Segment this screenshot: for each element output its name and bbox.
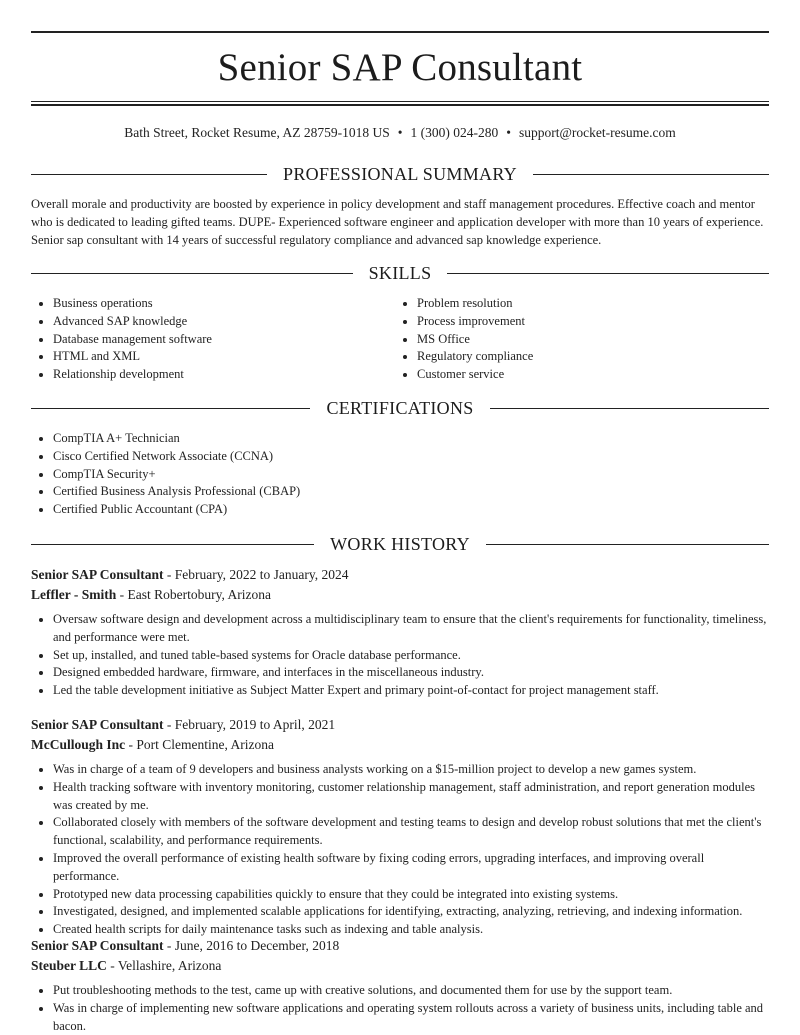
job-company-line: [31, 956, 769, 975]
job-company: McCullough Inc: [31, 737, 126, 752]
heading-rule-left: [31, 174, 267, 175]
job-dates: - February, 2019 to April, 2021: [163, 717, 336, 732]
contact-email[interactable]: support@rocket-resume.com: [518, 125, 676, 140]
job-bullet: Put troubleshooting methods to the test, came up with creative solutions, and documented them for use by the support team.: [31, 982, 769, 1000]
job-role: Senior SAP Consultant: [31, 717, 164, 732]
certifications-title: CERTIFICATIONS: [326, 398, 474, 418]
skill-item: Process improvement: [395, 313, 755, 331]
certification-item: CompTIA Security+: [31, 466, 769, 484]
job-bullet: Created health scripts for daily maintenance tasks such as indexing and table analysis.: [31, 921, 769, 939]
summary-heading: [31, 162, 769, 186]
job-bullet: Was in charge of implementing new software applications and operating system rollouts across a variety of business units, including table and bacon.: [31, 1000, 769, 1035]
summary-text: Overall morale and productivity are boosted by experience in policy development and staff management procedures. Effective coach and mentor who is dedicated to leading gifted teams. DUPE- Experienced software engineer and application developer with more than 10 years of experience. Senior sap consultant with 14 years of successful regulatory compliance and advanced sap knowledge experience.: [31, 197, 764, 247]
certifications-list: [31, 430, 769, 519]
job-role-line: [31, 936, 769, 955]
job-bullet: Health tracking software with inventory monitoring, customer relationship management, staff administration, and report generation modules was created by me.: [31, 779, 769, 815]
job-bullet: Set up, installed, and tuned table-based systems for Oracle database performance.: [31, 647, 769, 665]
skill-item: Database management software: [31, 331, 391, 349]
job-location: - Vellashire, Arizona: [106, 958, 222, 973]
job-role: Senior SAP Consultant: [31, 567, 164, 582]
job-entry: [31, 936, 769, 1035]
job-bullet: Designed embedded hardware, firmware, and interfaces in the miscellaneous industry.: [31, 664, 769, 682]
job-dates: - June, 2016 to December, 2018: [163, 938, 340, 953]
contact-line: [31, 124, 769, 142]
heading-rule-right: [533, 174, 769, 175]
job-location: - East Robertobury, Arizona: [116, 587, 271, 602]
skills-heading: [31, 261, 769, 285]
job-bullet: Investigated, designed, and implemented scalable applications for identifying, extracting, analyzing, retrieving, and indexing information.: [31, 903, 769, 921]
job-bullet: Improved the overall performance of existing health software by fixing coding errors, upgrading interfaces, and improving overall performance.: [31, 850, 769, 886]
skill-item: Regulatory compliance: [395, 348, 755, 366]
job-bullet: Was in charge of a team of 9 developers and business analysts working on a $15-million project to develop a new games system.: [31, 761, 769, 779]
contact-separator: •: [506, 125, 511, 140]
job-bullets: [31, 761, 769, 939]
skills-list-right: [395, 295, 755, 384]
contact-separator: •: [397, 125, 403, 140]
heading-rule-right: [486, 544, 769, 545]
skill-item: HTML and XML: [31, 348, 391, 366]
heading-rule-left: [31, 544, 314, 545]
heading-rule-left: [31, 273, 353, 274]
resume-title: Senior SAP Consultant: [217, 46, 583, 89]
skill-item: Advanced SAP knowledge: [31, 313, 391, 331]
work-history-title: WORK HISTORY: [330, 534, 470, 554]
title-rule-lower: [31, 104, 769, 106]
job-company-line: [31, 585, 769, 604]
certification-item: Certified Public Accountant (CPA): [31, 501, 769, 519]
job-bullet: Led the table development initiative as Subject Matter Expert and primary point-of-contact for project management staff.: [31, 682, 769, 700]
job-bullets: [31, 611, 769, 700]
summary-title: PROFESSIONAL SUMMARY: [283, 164, 517, 184]
skill-item: Business operations: [31, 295, 391, 313]
work-history-heading: [31, 532, 769, 556]
job-location: - Port Clementine, Arizona: [125, 737, 274, 752]
job-bullet: Oversaw software design and development across a multidisciplinary team to ensure that the client's requirements for functionality, timeliness, and performance were met.: [31, 611, 769, 647]
job-role-line: [31, 715, 769, 734]
contact-address: Bath Street, Rocket Resume, AZ 28759-1018 US: [124, 125, 390, 140]
skill-item: Problem resolution: [395, 295, 755, 313]
job-entry: [31, 565, 769, 700]
heading-rule-right: [490, 408, 769, 409]
job-entry: [31, 715, 769, 939]
heading-rule-left: [31, 408, 310, 409]
skill-item: Customer service: [395, 366, 755, 384]
skill-item: MS Office: [395, 331, 755, 349]
skills-list-left: [31, 295, 391, 384]
job-bullets: [31, 982, 769, 1035]
job-dates: - February, 2022 to January, 2024: [163, 567, 349, 582]
job-role: Senior SAP Consultant: [31, 938, 164, 953]
heading-rule-right: [447, 273, 769, 274]
job-bullet: Prototyped new data processing capabilities quickly to ensure that they could be integrated into existing systems.: [31, 886, 769, 904]
certification-item: Certified Business Analysis Professional (CBAP): [31, 483, 769, 501]
title-rule-upper: [31, 101, 769, 102]
skill-item: Relationship development: [31, 366, 391, 384]
certification-item: CompTIA A+ Technician: [31, 430, 769, 448]
job-bullet: Collaborated closely with members of the software development and testing teams to design and develop robust solutions that met the client's functional, scalability, and performance requirements.: [31, 814, 769, 850]
top-rule: [31, 31, 769, 33]
job-company-line: [31, 735, 769, 754]
certification-item: Cisco Certified Network Associate (CCNA): [31, 448, 769, 466]
job-company: Steuber LLC: [31, 958, 107, 973]
skills-title: SKILLS: [368, 263, 432, 283]
contact-phone: 1 (300) 024-280: [410, 125, 499, 140]
job-role-line: [31, 565, 769, 584]
certifications-heading: [31, 396, 769, 420]
job-company: Leffler - Smith: [31, 587, 117, 602]
